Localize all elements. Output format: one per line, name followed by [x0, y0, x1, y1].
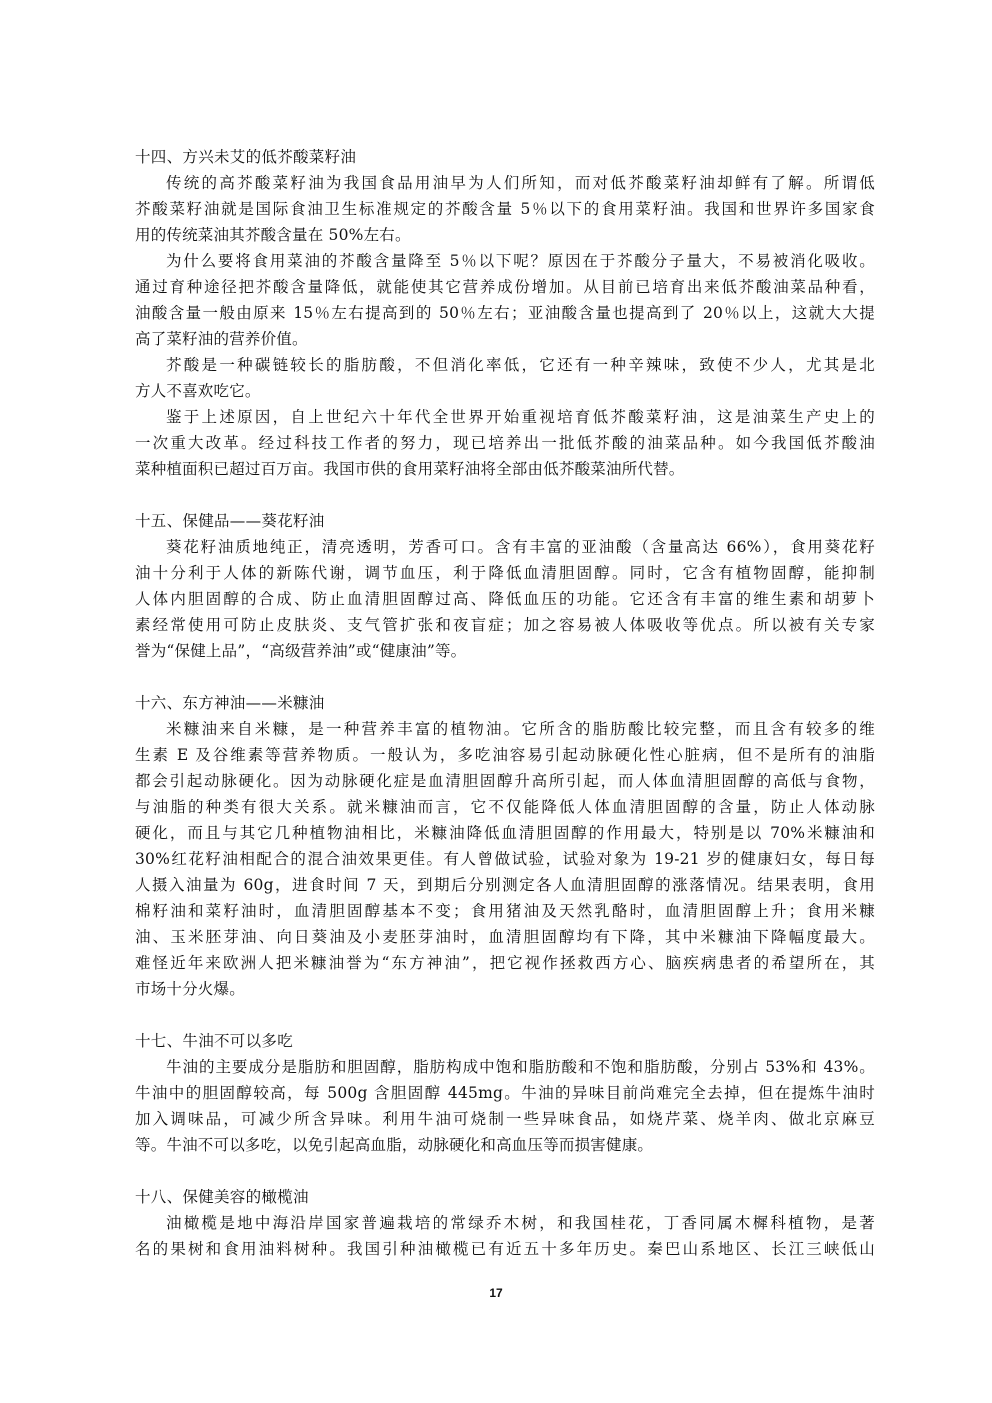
- text-line: 鉴于上述原因，自上世纪六十年代全世界开始重视培育低芥酸菜籽油，这是油菜生产史上的: [166, 408, 875, 426]
- text-line: 方人不喜欢吃它。: [135, 382, 261, 400]
- paragraph: [135, 170, 875, 248]
- section-14: [135, 144, 875, 482]
- text-line: 等。牛油不可以多吃，以免引起高血脂，动脉硬化和高血压等而损害健康。: [135, 1136, 654, 1154]
- text-line: 硬化，而且与其它几种植物油相比，米糠油降低血清胆固醇的作用最大，特别是以 70%米糠油和: [135, 824, 875, 842]
- text-line: 通过育种途径把芥酸含量降低，就能使其它营养成份增加。从目前已培育出来低芥酸油菜品种看，: [135, 278, 875, 296]
- text-line: 都会引起动脉硬化。因为动脉硬化症是血清胆固醇升高所引起，而人体血清胆固醇的高低与食物，: [135, 772, 875, 790]
- text-line: 菜种植面积已超过百万亩。我国市供的食用菜籽油将全部由低芥酸菜油所代替。: [135, 460, 685, 478]
- text-line: 葵花籽油质地纯正，清亮透明，芳香可口。含有丰富的亚油酸（含量高达 66%），食用葵花籽: [166, 538, 875, 556]
- text-line: 米糠油来自米糠，是一种营养丰富的植物油。它所含的脂肪酸比较完整，而且含有较多的维: [166, 720, 875, 738]
- text-line: 生素 E 及谷维素等营养物质。一般认为，多吃油容易引起动脉硬化性心脏病，但不是所有的油脂: [135, 746, 875, 764]
- text-line: 棉籽油和菜籽油时，血清胆固醇基本不变；食用猪油及天然乳酪时，血清胆固醇上升；食用米糠: [135, 902, 875, 920]
- section-15: [135, 508, 875, 664]
- paragraph: [135, 248, 875, 352]
- text-line: 30%红花籽油相配合的混合油效果更佳。有人曾做试验，试验对象为 19-21 岁的健康妇女，每日每: [135, 850, 875, 868]
- paragraph: [135, 352, 875, 404]
- document-body: [135, 144, 875, 1262]
- text-line: 芥酸是一种碳链较长的脂肪酸，不但消化率低，它还有一种辛辣味，致使不少人，尤其是北: [166, 356, 875, 374]
- text-line: 用的传统菜油其芥酸含量在 50%左右。: [135, 226, 411, 244]
- section-heading: 十七、牛油不可以多吃: [135, 1032, 294, 1050]
- section-16: [135, 690, 875, 1002]
- text-line: 油十分利于人体的新陈代谢，调节血压，利于降低血清胆固醇。同时，它含有植物固醇，能抑制: [135, 564, 875, 582]
- text-line: 为什么要将食用菜油的芥酸含量降至 5％以下呢？原因在于芥酸分子量大，不易被消化吸收。: [166, 252, 875, 270]
- section-17: [135, 1028, 875, 1158]
- paragraph: [135, 1054, 875, 1158]
- section-heading: 十八、保健美容的橄榄油: [135, 1188, 309, 1206]
- paragraph: [135, 1210, 875, 1262]
- text-line: 高了菜籽油的营养价值。: [135, 330, 308, 348]
- section-heading: 十六、东方神油——米糠油: [135, 694, 325, 712]
- text-line: 加入调味品，可减少所含异味。利用牛油可烧制一些异味食品，如烧芹菜、烧羊肉、做北京麻豆: [135, 1110, 875, 1128]
- text-line: 市场十分火爆。: [135, 980, 245, 998]
- text-line: 油、玉米胚芽油、向日葵油及小麦胚芽油时，血清胆固醇均有下降，其中米糠油下降幅度最大。: [135, 928, 875, 946]
- text-line: 牛油的主要成分是脂肪和胆固醇，脂肪构成中饱和脂肪酸和不饱和脂肪酸，分别占 53%和 43%。: [166, 1058, 875, 1076]
- text-line: 油橄榄是地中海沿岸国家普遍栽培的常绿乔木树，和我国桂花，丁香同属木樨科植物，是著: [166, 1214, 875, 1232]
- page-number: 17: [489, 1286, 503, 1300]
- section-18: [135, 1184, 875, 1262]
- text-line: 一次重大改革。经过科技工作者的努力，现已培养出一批低芥酸的油菜品种。如今我国低芥酸油: [135, 434, 875, 452]
- text-line: 难怪近年来欧洲人把米糠油誉为“东方神油”，把它视作拯救西方心、脑疾病患者的希望所在，其: [135, 954, 875, 972]
- paragraph: [135, 534, 875, 664]
- text-line: 油酸含量一般由原来 15％左右提高到的 50％左右；亚油酸含量也提高到了 20％以上，这就大大提: [135, 304, 875, 322]
- section-heading: 十四、方兴未艾的低芥酸菜籽油: [135, 148, 357, 166]
- text-line: 与油脂的种类有很大关系。就米糠油而言，它不仅能降低人体血清胆固醇的含量，防止人体动脉: [135, 798, 875, 816]
- paragraph: [135, 404, 875, 482]
- text-line: 人摄入油量为 60g，进食时间 7 天，到期后分别测定各人血清胆固醇的涨落情况。结果表明，食用: [135, 876, 875, 894]
- text-line: 人体内胆固醇的合成、防止血清胆固醇过高、降低血压的功能。它还含有丰富的维生素和胡萝卜: [135, 590, 875, 608]
- section-heading: 十五、保健品——葵花籽油: [135, 512, 325, 530]
- text-line: 传统的高芥酸菜籽油为我国食品用油早为人们所知，而对低芥酸菜籽油却鲜有了解。所谓低: [166, 174, 875, 192]
- paragraph: [135, 716, 875, 1002]
- text-line: 素经常使用可防止皮肤炎、支气管扩张和夜盲症；加之容易被人体吸收等优点。所以被有关专家: [135, 616, 875, 634]
- text-line: 誉为“保健上品”，“高级营养油”或“健康油”等。: [135, 642, 467, 660]
- text-line: 名的果树和食用油料树种。我国引种油橄榄已有近五十多年历史。秦巴山系地区、长江三峡低山: [135, 1240, 875, 1258]
- text-line: 芥酸菜籽油就是国际食油卫生标准规定的芥酸含量 5％以下的食用菜籽油。我国和世界许多国家食: [135, 200, 875, 218]
- text-line: 牛油中的胆固醇较高，每 500g 含胆固醇 445mg。牛油的异味目前尚难完全去掉，但在提炼牛油时: [135, 1084, 875, 1102]
